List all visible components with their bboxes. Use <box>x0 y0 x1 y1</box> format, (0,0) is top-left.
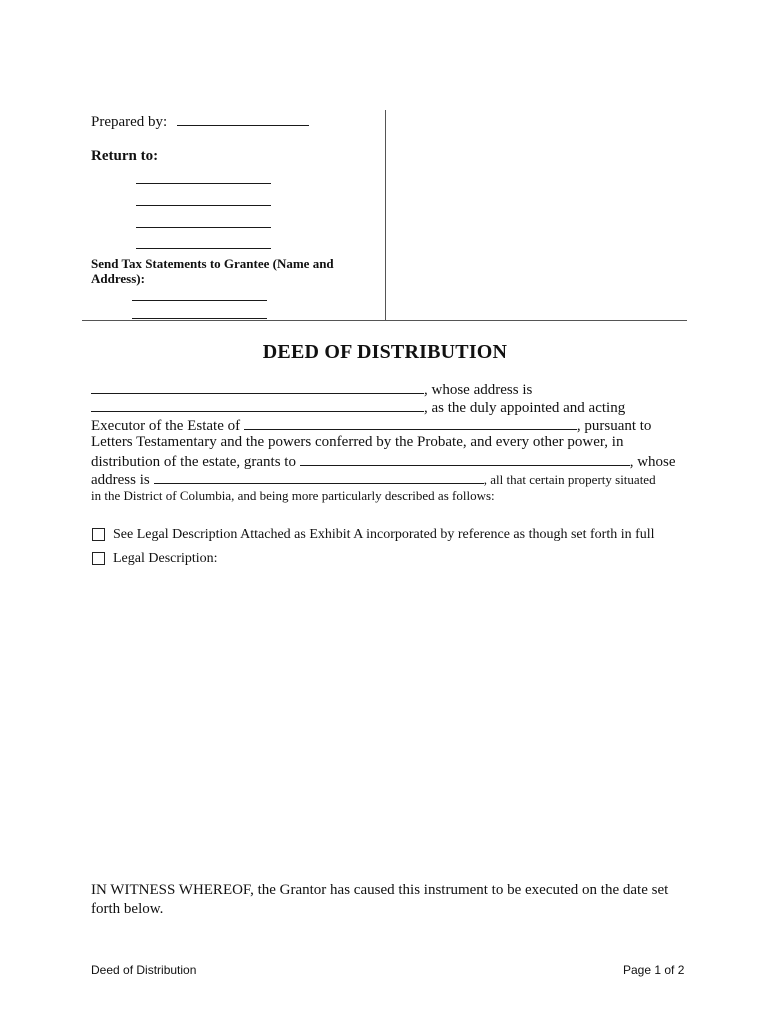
return-to-field-4[interactable] <box>136 248 271 249</box>
witness-line-1: IN WITNESS WHEREOF, the Grantor has caused this instrument to be executed on the date set <box>91 882 669 898</box>
body-line-3-suffix: , pursuant to <box>576 418 652 434</box>
body-line-2-text: , as the duly appointed and acting <box>424 400 626 416</box>
body-line-3-prefix: Executor of the Estate of <box>91 418 241 434</box>
body-line-5 <box>91 452 676 471</box>
grantor-name-field[interactable] <box>91 380 424 394</box>
witness-line-2: forth below. <box>91 901 164 917</box>
body-line-1-text: , whose address is <box>424 382 533 398</box>
exhibit-a-label: See Legal Description Attached as Exhibit A incorporated by reference as though set forth in full <box>113 527 655 542</box>
return-to-field-2[interactable] <box>136 205 271 206</box>
legal-description-checkbox[interactable] <box>92 552 105 565</box>
body-line-7: in the District of Columbia, and being more particularly described as follows: <box>91 488 495 503</box>
body-line-5-suffix: , whose <box>629 454 676 470</box>
return-to-label: Return to: <box>91 148 159 164</box>
tax-field-2[interactable] <box>132 318 267 319</box>
send-tax-label-line2: Address): <box>91 271 145 286</box>
header-horizontal-divider <box>82 320 687 321</box>
document-title: DEED OF DISTRIBUTION <box>262 341 508 363</box>
prepared-by-label: Prepared by: <box>91 114 168 130</box>
footer-page-number: Page 1 of 2 <box>623 963 685 977</box>
body-line-3 <box>91 416 651 435</box>
exhibit-a-checkbox[interactable] <box>92 528 105 541</box>
grantor-address-field[interactable] <box>91 398 424 412</box>
body-line-6-suffix: , all that certain property situated <box>483 472 656 487</box>
return-to-field-1[interactable] <box>136 183 271 184</box>
send-tax-label-line1: Send Tax Statements to Grantee (Name and <box>91 256 334 271</box>
body-line-1 <box>91 380 532 399</box>
tax-field-1[interactable] <box>132 300 267 301</box>
body-line-2 <box>91 398 625 417</box>
grantee-address-field[interactable] <box>154 470 484 484</box>
body-line-6-prefix: address is <box>91 472 150 488</box>
footer-document-name: Deed of Distribution <box>91 963 197 977</box>
return-to-field-3[interactable] <box>136 227 271 228</box>
prepared-by-row <box>91 113 309 131</box>
estate-name-field[interactable] <box>244 416 577 430</box>
body-line-5-prefix: distribution of the estate, grants to <box>91 454 296 470</box>
body-line-4: Letters Testamentary and the powers conferred by the Probate, and every other power, in <box>91 434 624 450</box>
grantee-name-field[interactable] <box>300 452 630 466</box>
body-line-6 <box>91 470 656 489</box>
header-vertical-divider <box>385 110 386 320</box>
legal-description-label: Legal Description: <box>113 551 218 566</box>
prepared-by-field[interactable] <box>177 113 309 126</box>
